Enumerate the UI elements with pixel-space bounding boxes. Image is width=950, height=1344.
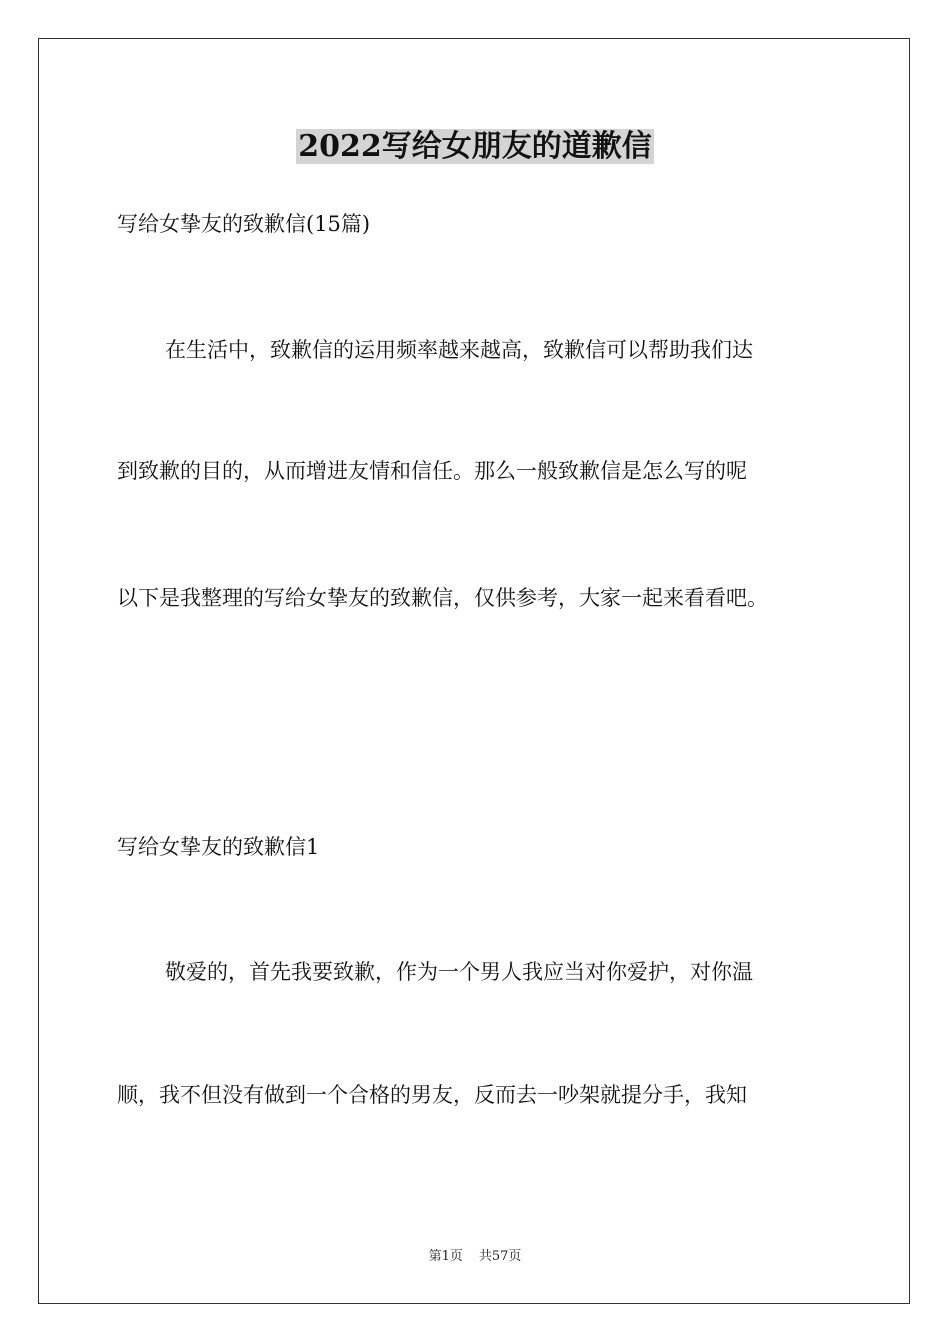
document-title bbox=[0, 126, 950, 168]
page-footer bbox=[0, 1248, 950, 1266]
intro-paragraph-line-1: 在生活中，致歉信的运用频率越来越高，致歉信可以帮助我们达 bbox=[165, 338, 753, 362]
document-subtitle: 写给女挚友的致歉信(15篇) bbox=[117, 212, 371, 236]
page-number: 第1页 bbox=[428, 1249, 463, 1264]
page-total: 共57页 bbox=[478, 1249, 522, 1264]
body-paragraph-line-1: 敬爱的，首先我要致歉，作为一个男人我应当对你爱护，对你温 bbox=[165, 960, 753, 984]
intro-paragraph-line-3: 以下是我整理的写给女挚友的致歉信，仅供参考，大家一起来看看吧。 bbox=[117, 586, 768, 610]
section-heading: 写给女挚友的致歉信1 bbox=[117, 835, 320, 859]
intro-paragraph-line-2: 到致歉的目的，从而增进友情和信任。那么一般致歉信是怎么写的呢 bbox=[117, 459, 747, 483]
document-title-text: 2022写给女朋友的道歉信 bbox=[298, 129, 652, 164]
body-paragraph-line-2: 顺，我不但没有做到一个合格的男友，反而去一吵架就提分手，我知 bbox=[117, 1083, 747, 1107]
